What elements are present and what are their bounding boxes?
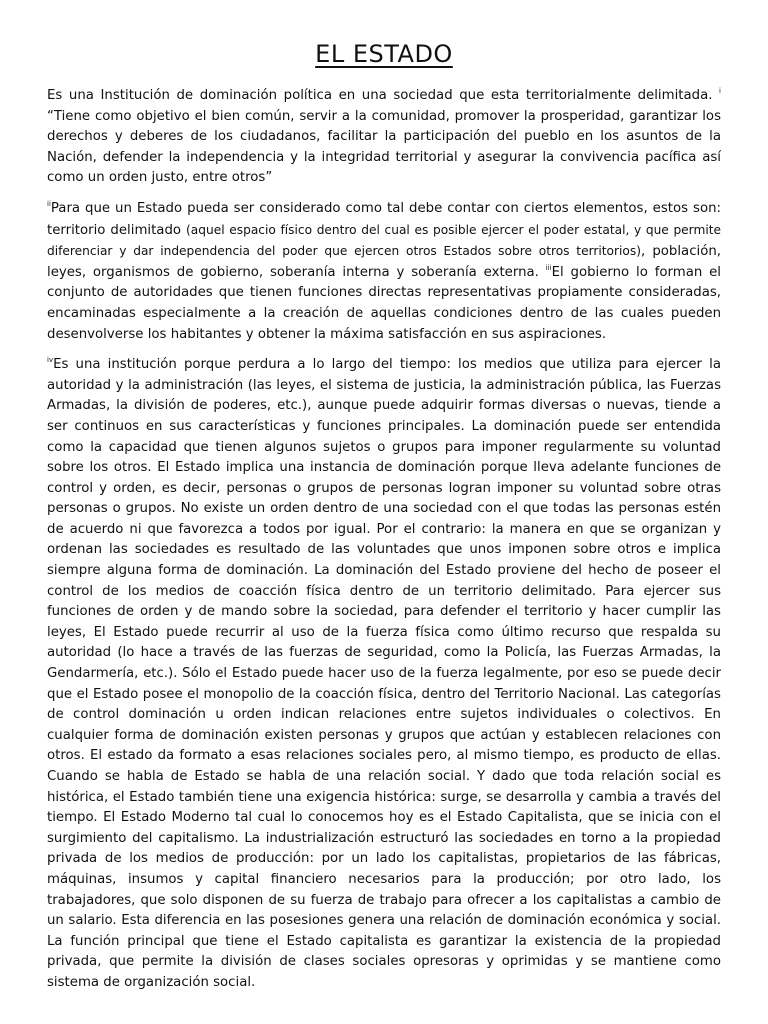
- paragraph-2-aside: (aquel espacio físico dentro del cual es posible ejercer el poder estatal, y que permite diferenciar y dar independencia del poder que ejercen otros Estados sobre otros territorios): [47, 222, 722, 259]
- document-page: [47, 40, 721, 1004]
- footnote-marker-i: i: [719, 87, 721, 95]
- footnote-marker-iii: iii: [545, 263, 552, 272]
- paragraph-1-text: Es una Institución de dominación política en una sociedad que esta territorialmente delimitada.: [47, 88, 713, 103]
- paragraph-2-text-c: El gobierno lo forman el conjunto de autoridades que tienen funciones directas representativas propiamente consideradas, encaminadas especialmente a la creación de aquellas condiciones dentro de las cuales pueden desenvolverse los habitantes y obtener la máxima satisfacción en sus aspiraciones.: [47, 264, 721, 342]
- paragraph-1: [47, 86, 721, 189]
- paragraph-3: [47, 355, 721, 993]
- document-title: EL ESTADO: [315, 40, 453, 68]
- paragraph-2-text-b: , población, leyes, organismos de gobierno, soberanía interna y soberanía externa.: [47, 244, 721, 280]
- paragraph-2-text-a: Para que un Estado pueda ser considerado como tal debe contar con ciertos elementos, estos son: territorio delimitado: [47, 200, 721, 238]
- paragraph-1-quote: “Tiene como objetivo el bien común, servir a la comunidad, promover la prosperidad, garantizar los derechos y deberes de los ciudadanos, facilitar la participación del pueblo en los asuntos de la Nación, defender la independencia y la integridad territorial y asegurar la convivencia pacífica así como un orden justo, entre otros”: [47, 108, 721, 186]
- paragraph-2: [47, 199, 721, 345]
- footnote-marker-ii: ii: [47, 199, 51, 208]
- footnote-marker-iv: iv: [47, 356, 54, 365]
- paragraph-3-text: Es una institución porque perdura a lo largo del tiempo: los medios que utiliza para ejercer la autoridad y la administración (las leyes, el sistema de justicia, la administración pública, las Fuerzas Armadas, la división de poderes, etc.), aunque puede adquirir formas diversas o nuevas, tiende a ser continuos en sus características y funciones principales. La dominación puede ser entendida como la capacidad que tienen algunos sujetos o grupos para imponer regularmente su voluntad sobre los otros. El Estado implica una instancia de dominación porque lleva adelante funciones de control y orden, es decir, personas o grupos de personas logran imponer su voluntad sobre otras personas o grupos. No existe un orden dentro de una sociedad con el que todas las personas estén de acuerdo ni que favorezca a todos por igual. Por el contrario: la manera en que se organizan y ordenan las sociedades es resultado de las voluntades que unos imponen sobre otros e implica siempre alguna forma de dominación. La dominación del Estado proviene del hecho de poseer el control de los medios de coacción física dentro de un territorio delimitado. Para ejercer sus funciones de orden y de mando sobre la sociedad, para defender el territorio y hacer cumplir las leyes, El Estado puede recurrir al uso de la fuerza física como último recurso que respalda su autoridad (lo hace a través de las fuerzas de seguridad, como la Policía, las Fuerzas Armadas, la Gendarmería, etc.). Sólo el Estado puede hacer uso de la fuerza legalmente, por eso se puede decir que el Estado posee el monopolio de la coacción física, dentro del Territorio Nacional. Las categorías de control dominación u orden indican relaciones entre sujetos individuales o colectivos. En cualquier forma de dominación existen personas y grupos que actúan y establecen relaciones con otros. El estado da formato a esas relaciones sociales pero, al mismo tiempo, es producto de ellas. Cuando se habla de Estado se habla de una relación social. Y dado que toda relación social es histórica, el Estado también tiene una exigencia histórica: surge, se desarrolla y cambia a través del tiempo. El Estado Moderno tal cual lo conocemos hoy es el Estado Capitalista, que se inicia con el surgimiento del capitalismo. La industrialización estructuró las sociedades en torno a la propiedad privada de los medios de producción: por un lado los capitalistas, propietarios de las fábricas, máquinas, insumos y capital financiero necesarios para la producción; por otro lado, los trabajadores, que solo disponen de su fuerza de trabajo para ofrecer a los capitalistas a cambio de un salario. Esta diferencia en las posesiones genera una relación de dominación económica y social. La función principal que tiene el Estado capitalista es garantizar la existencia de la propiedad privada, que permite la división de clases sociales opresoras y oprimidas y se mantiene como sistema de organización social.: [47, 357, 721, 990]
